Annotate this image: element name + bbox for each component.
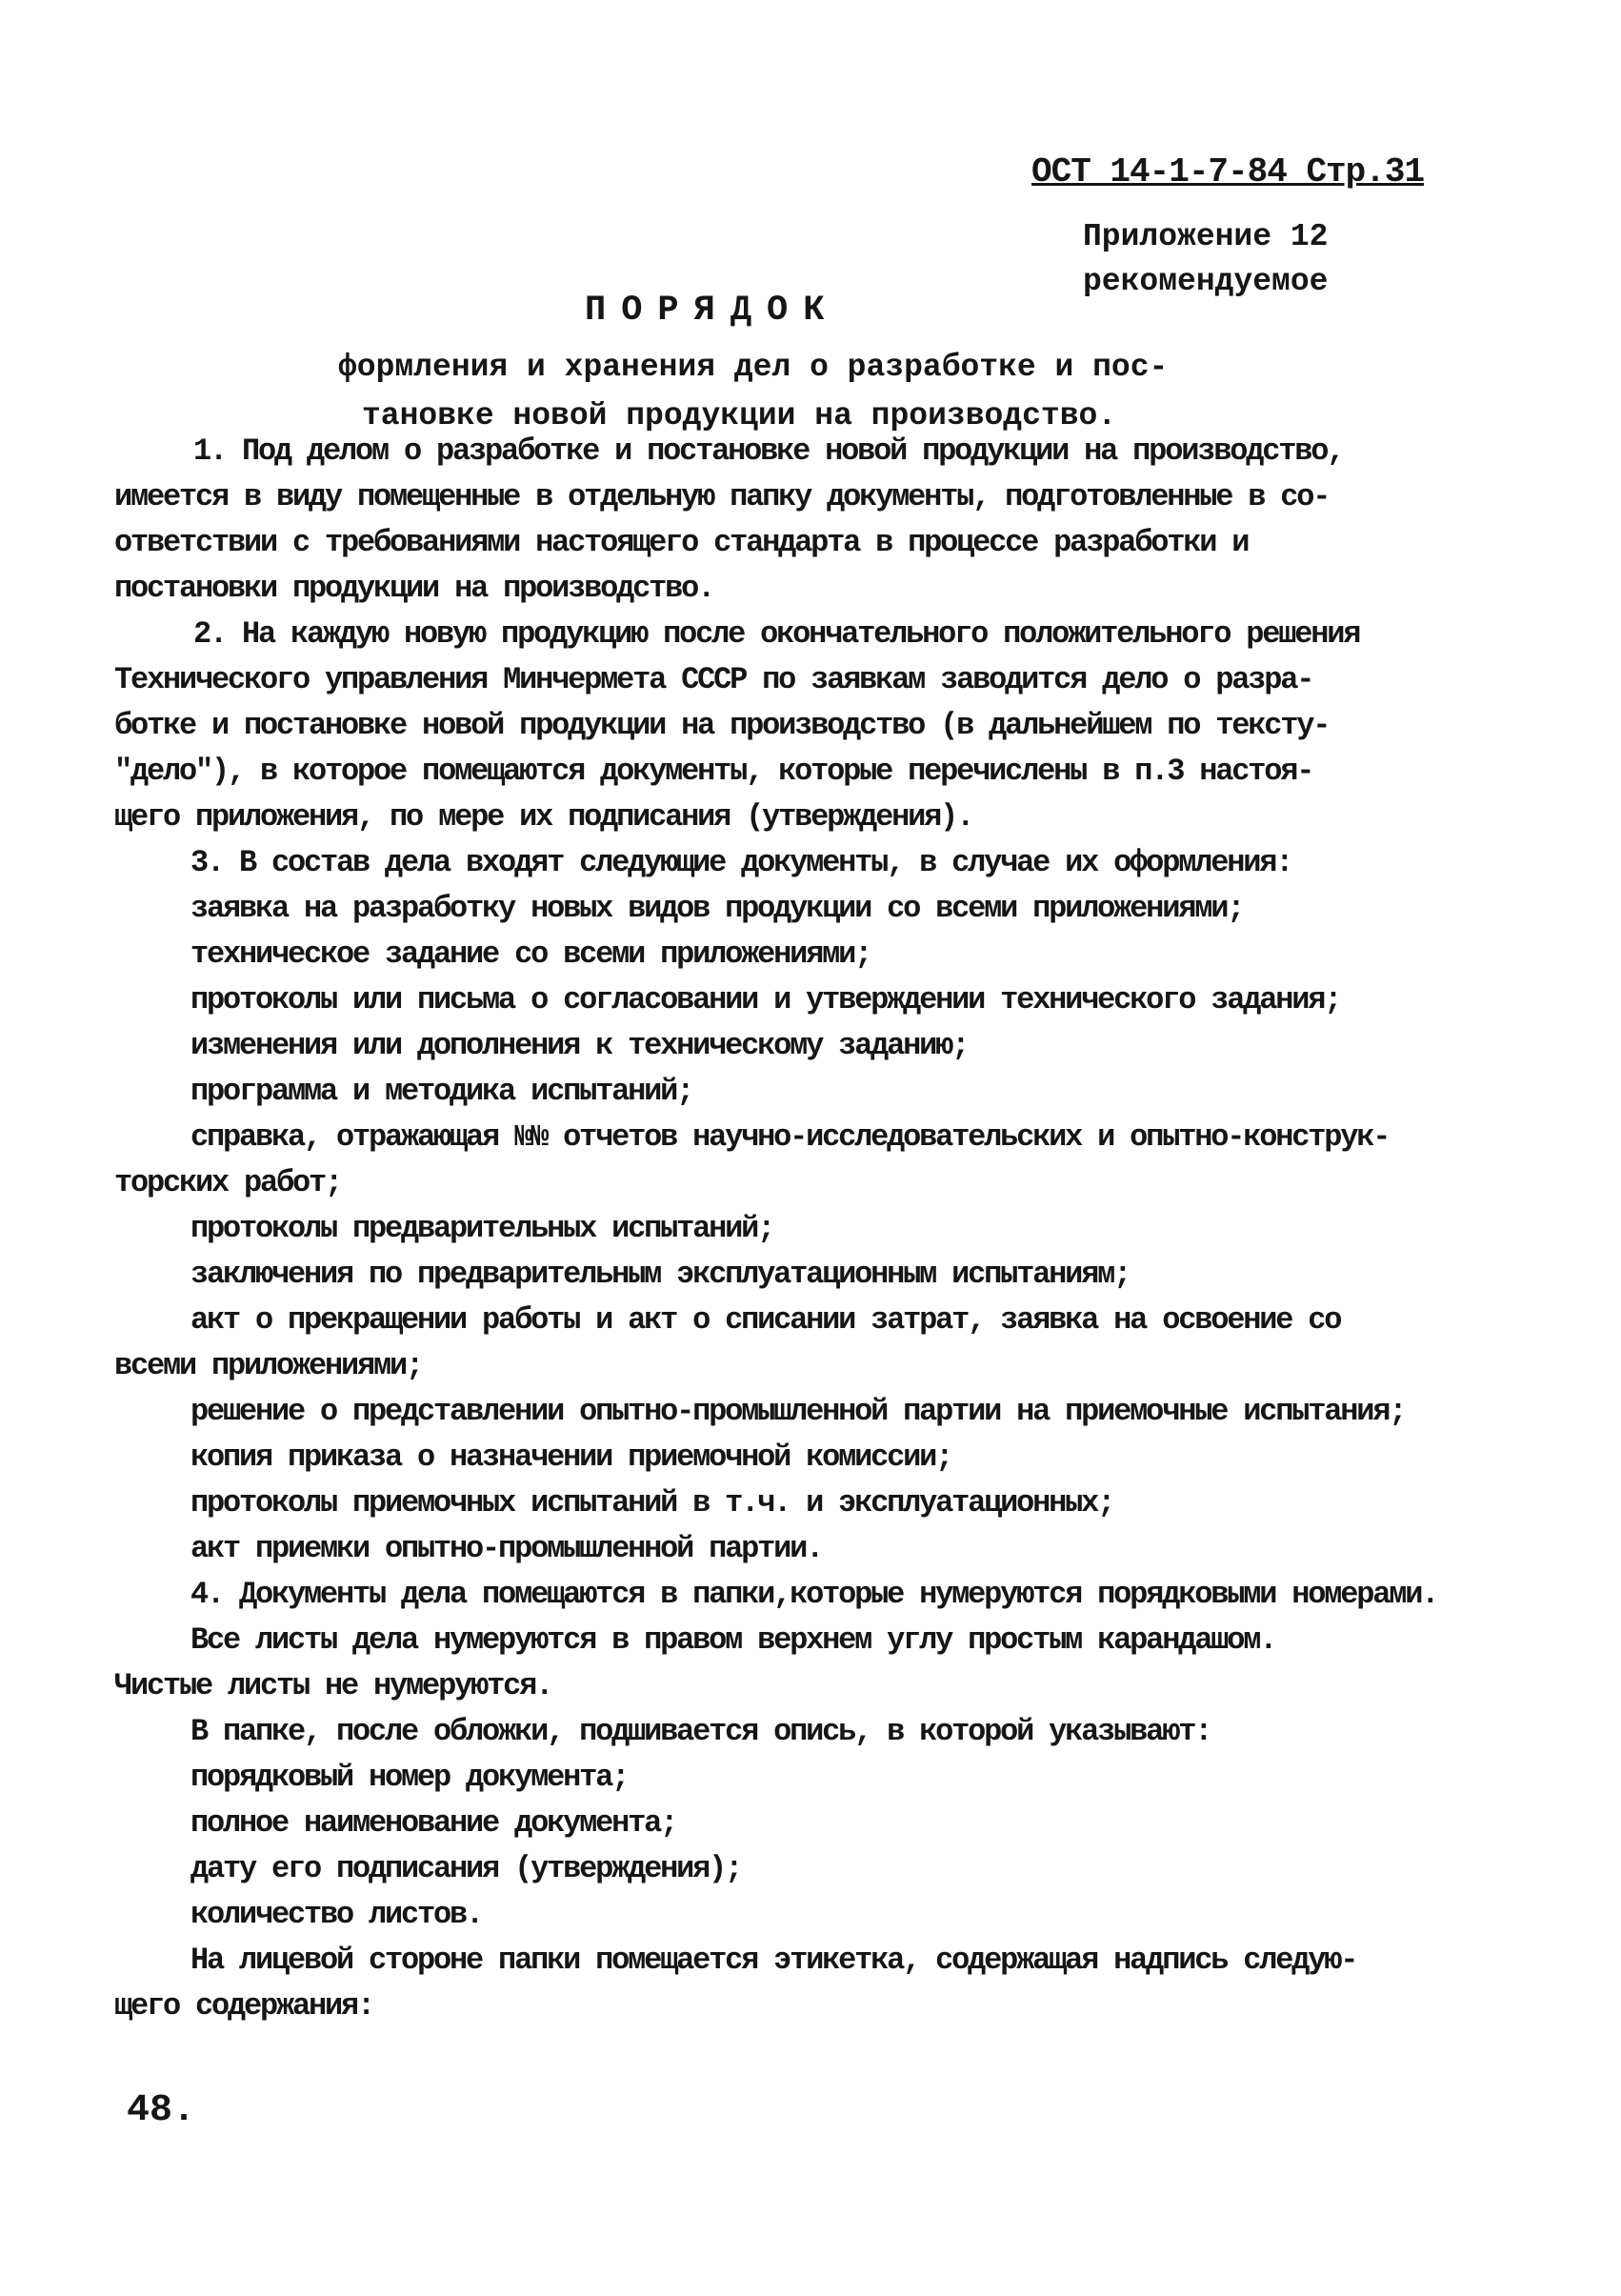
appendix-block — [1083, 214, 1328, 304]
appendix-status: рекомендуемое — [1083, 264, 1329, 299]
text-line: 4. Документы дела помещаются в папки,которые нумеруются порядковыми номерами. — [190, 1577, 1438, 1612]
text-line: решение о представлении опытно-промышленной партии на приемочные испытания; — [190, 1394, 1406, 1429]
text-line: "дело"), в которое помещаются документы, которые перечислены в п.3 настоя- — [114, 754, 1313, 789]
text-line: На лицевой стороне папки помещается этикетка, содержащая надпись следую- — [190, 1943, 1357, 1978]
document-code: ОСТ 14-1-7-84 Стр.31 — [1031, 152, 1425, 191]
page-number: 48. — [127, 2089, 196, 2132]
text-line: 3. В состав дела входят следующие документы, в случае их оформления: — [190, 845, 1292, 880]
text-line: протоколы предварительных испытаний; — [190, 1211, 774, 1246]
text-line: протоколы приемочных испытаний в т.ч. и эксплуатационных; — [190, 1485, 1114, 1521]
text-line: Все листы дела нумеруются в правом верхнем углу простым карандашом. — [190, 1622, 1276, 1658]
text-line: количество листов. — [190, 1897, 483, 1932]
text-line: справка, отражающая №№ отчетов научно-исследовательских и опытно-конструк- — [190, 1119, 1390, 1155]
text-line: копия приказа о назначении приемочной комиссии; — [190, 1440, 952, 1475]
text-line: всеми приложениями; — [114, 1348, 423, 1383]
subtitle-line: формления и хранения дел о разработке и пос- — [338, 350, 1169, 385]
text-line: акт о прекращении работы и акт о списании затрат, заявка на освоение со — [190, 1302, 1341, 1338]
text-line: полное наименование документа; — [190, 1805, 677, 1841]
text-line: программа и методика испытаний; — [190, 1074, 693, 1109]
text-line: щего приложения, по мере их подписания (утверждения). — [114, 799, 973, 835]
page-subtitle — [338, 343, 1168, 440]
text-line: постановки продукции на производство. — [114, 571, 714, 606]
text-line: имеется в виду помещенные в отдельную папку документы, подготовленные в со- — [114, 479, 1330, 514]
text-line: изменения или дополнения к техническому заданию; — [190, 1028, 969, 1063]
text-line: ответствии с требованиями настоящего стандарта в процессе разработки и — [114, 525, 1249, 560]
text-line: торских работ; — [114, 1165, 342, 1200]
body-text — [114, 429, 1562, 2029]
text-line: Технического управления Минчермета СССР по заявкам заводится дело о разра- — [114, 662, 1313, 697]
subtitle-line: тановке новой продукции на производство. — [362, 398, 1117, 433]
text-line: протоколы или письма о согласовании и утверждении технического задания; — [190, 982, 1341, 1017]
appendix-number: Приложение 12 — [1083, 219, 1329, 254]
text-line: В папке, после обложки, подшивается опись, в которой указывают: — [190, 1714, 1211, 1749]
text-line: порядковый номер документа; — [190, 1760, 629, 1795]
text-line: Чистые листы не нумеруются. — [114, 1668, 552, 1703]
text-line: техническое задание со всеми приложениями; — [190, 937, 871, 972]
text-line: 1. Под делом о разработке и постановке новой продукции на производство, — [193, 433, 1344, 469]
text-line: ботке и постановке новой продукции на производство (в дальнейшем по тексту- — [114, 708, 1330, 743]
text-line: дату его подписания (утверждения); — [190, 1851, 742, 1886]
text-line: заявка на разработку новых видов продукции со всеми приложениями; — [190, 891, 1244, 926]
text-line: щего содержания: — [114, 1988, 374, 2024]
page-title: ПОРЯДОК — [585, 291, 840, 331]
text-line: акт приемки опытно-промышленной партии. — [190, 1531, 823, 1566]
text-line: заключения по предварительным эксплуатационным испытаниям; — [190, 1257, 1131, 1292]
text-line: 2. На каждую новую продукцию после окончательного положительного решения — [193, 616, 1360, 652]
